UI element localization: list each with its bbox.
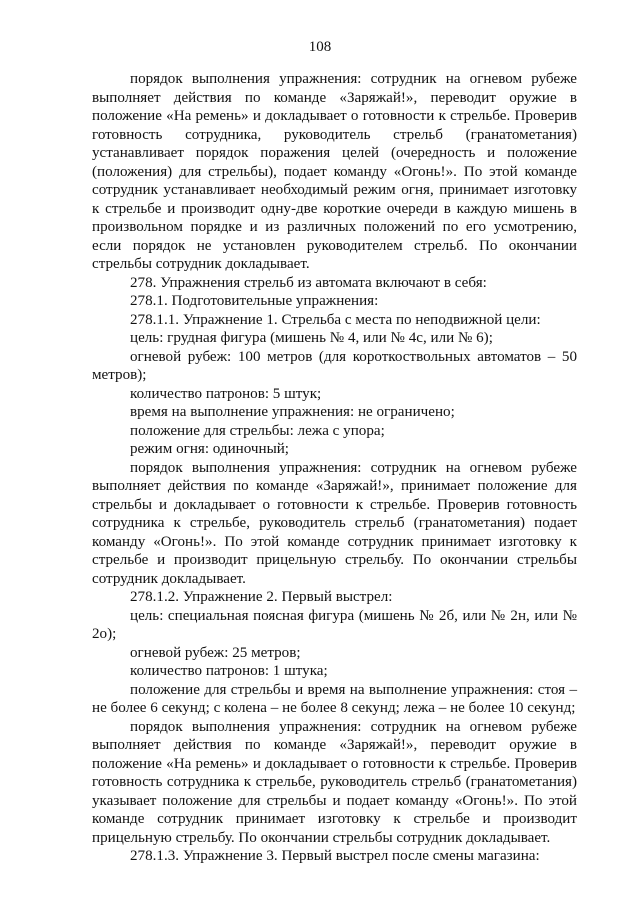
paragraph-firing-line-1: огневой рубеж: 100 метров (для короткоствольных автоматов – 50 метров); (92, 348, 577, 383)
paragraph-278-1-1: 278.1.1. Упражнение 1. Стрельба с места по неподвижной цели: (130, 311, 541, 328)
paragraph-278-1: 278.1. Подготовительные упражнения: (130, 293, 379, 309)
paragraph-278-1-2: 278.1.2. Упражнение 2. Первый выстрел: (130, 589, 393, 605)
paragraph-firing-line-2: огневой рубеж: 25 метров; (130, 644, 301, 661)
paragraph-position-1: положение для стрельбы: лежа с упора; (130, 422, 385, 439)
paragraph-time-1: время на выполнение упражнения: не ограничено; (130, 404, 455, 420)
paragraph-procedure-1: порядок выполнения упражнения: сотрудник на огневом рубеже выполняет действия по команде «Заряжай!», принимает положение для стрельбы и докладывает о готовности к стрельбе. Проверив готовность сотрудника к стрельбе, руководитель стрельб (гранатометания) подает команду «Огонь!». По этой команде сотрудник принимает изготовку к стрельбе и производит прицельную стрельбу. По окончании стрельбы сотрудник докладывает. (92, 459, 577, 587)
paragraph-rounds-2: количество патронов: 1 штука; (130, 663, 328, 679)
paragraph-278-1-3: 278.1.3. Упражнение 3. Первый выстрел после смены магазина: (130, 848, 540, 864)
paragraph-fire-mode-1: режим огня: одиночный; (130, 441, 289, 457)
paragraph-procedure-2: порядок выполнения упражнения: сотрудник на огневом рубеже выполняет действия по команде «Заряжай!», переводит оружие в положение «На ремень» и докладывает о готовности к стрельбе. Проверив готовность сотрудника к стрельбе, руководитель стрельб (гранатометания) указывает положение для стрельбы и подает команду «Огонь!». По этой команде сотрудник принимает изготовку к стрельбе и производит прицельную стрельбу. По окончании стрельбы сотрудник докладывает. (92, 718, 577, 846)
paragraph-exercise-procedure: порядок выполнения упражнения: сотрудник на огневом рубеже выполняет действия по команде «Заряжай!», переводит оружие в положение «На ремень» и докладывает о готовности к стрельбе. Проверив готовность сотрудника, руководитель стрельб (гранатометания) устанавливает порядок поражения целей (очередность и положение (положения) для стрельбы), подает команду «Огонь!». По этой команде сотрудник устанавливает необходимый режим огня, принимает изготовку к стрельбе и производит одну-две короткие очереди в каждую мишень в произвольном порядке и из различных положений по его усмотрению, если порядок не установлен руководителем стрельб. По окончании стрельбы сотрудник докладывает. (92, 71, 577, 272)
document-body (92, 70, 577, 866)
paragraph-target-1: цель: грудная фигура (мишень № 4, или № 4с, или № 6); (130, 330, 493, 346)
paragraph-278: 278. Упражнения стрельб из автомата включают в себя: (130, 274, 487, 291)
page-number: 108 (308, 39, 332, 55)
paragraph-rounds-1: количество патронов: 5 штук; (130, 385, 322, 402)
paragraph-position-time-2: положение для стрельбы и время на выполнение упражнения: стоя – не более 6 секунд; с колена – не более 8 секунд; лежа – не более 10 секунд; (92, 681, 577, 716)
paragraph-target-2: цель: специальная поясная фигура (мишень № 2б, или № 2н, или № 2о); (92, 607, 577, 642)
